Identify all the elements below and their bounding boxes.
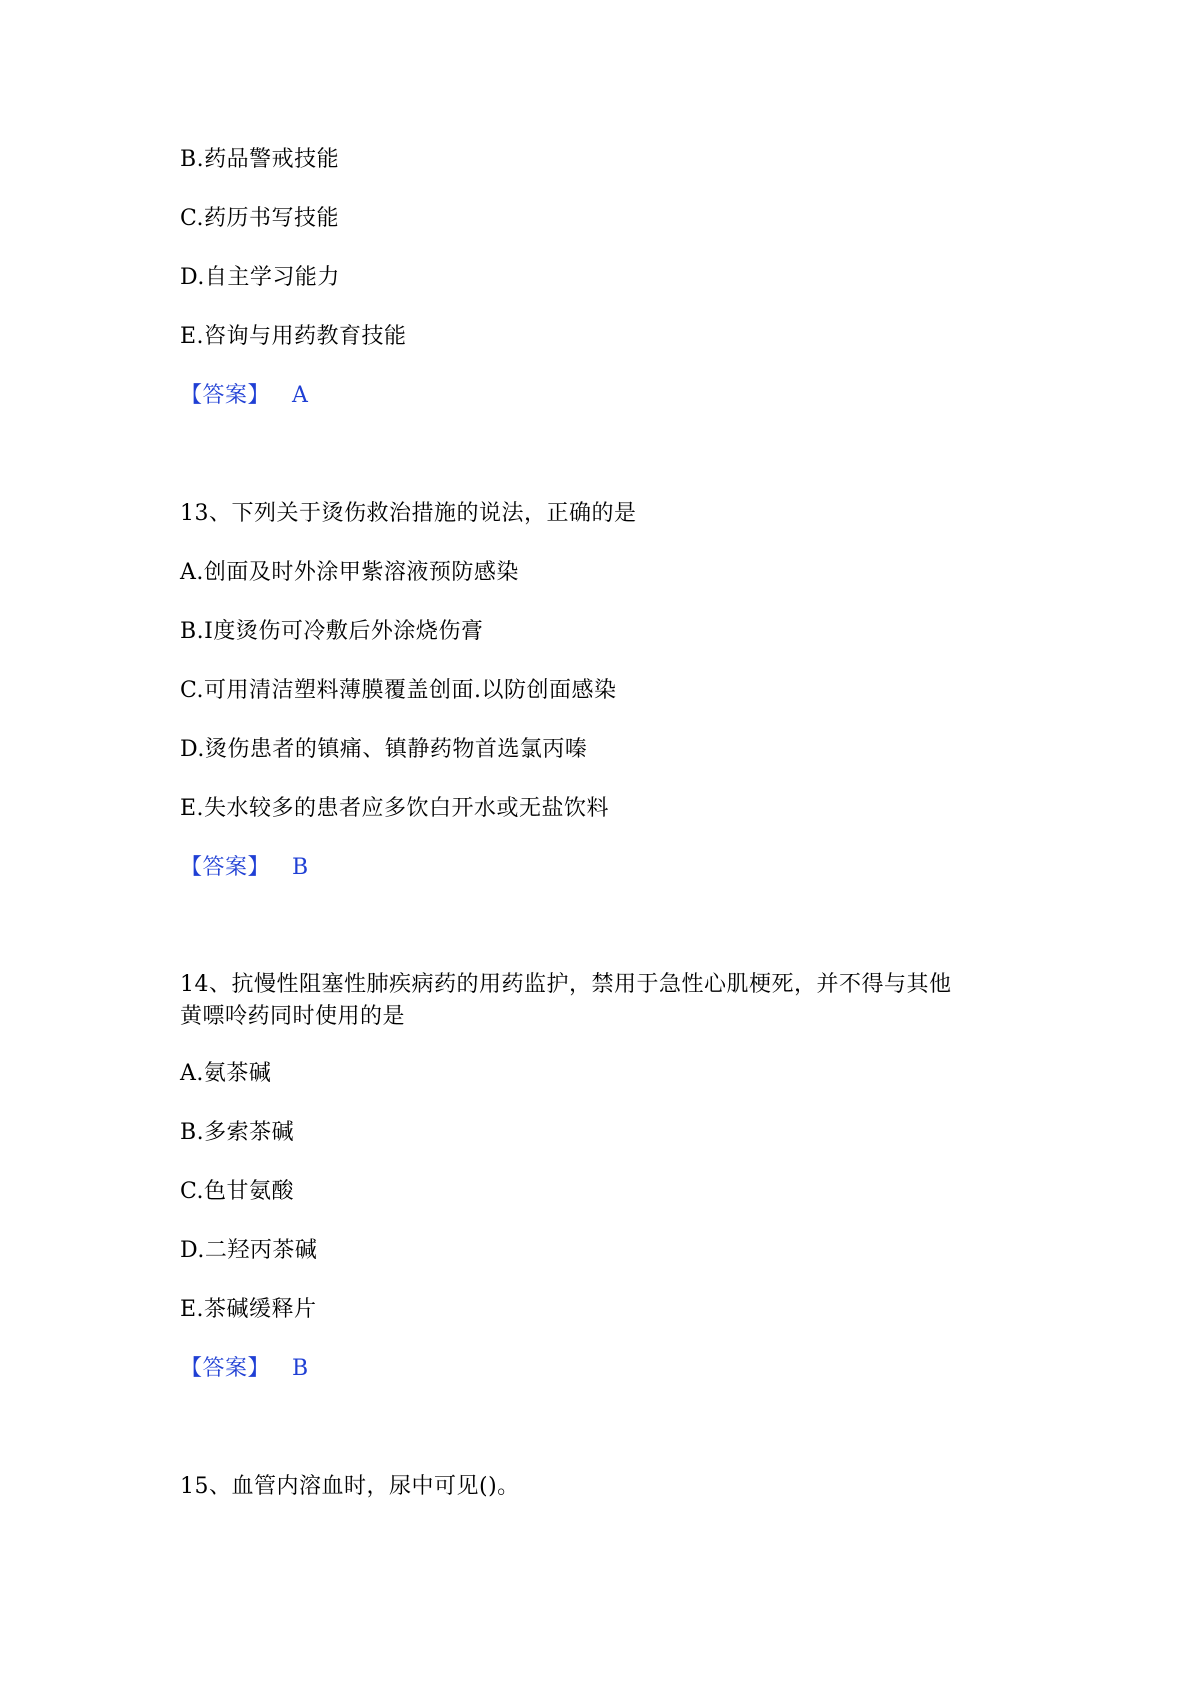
question-13-stem: 13、下列关于烫伤救治措施的说法，正确的是 xyxy=(180,501,637,526)
q14-option-c: C.色甘氨酸 xyxy=(180,1179,295,1204)
q13-option-b: B.I度烫伤可冷敷后外涂烧伤膏 xyxy=(180,619,484,644)
answer-line xyxy=(180,381,308,411)
q14-option-e: E.茶碱缓释片 xyxy=(180,1297,317,1322)
answer-label: 【答案】 xyxy=(180,1356,271,1381)
q14-option-d: D.二羟丙茶碱 xyxy=(180,1238,318,1263)
option-d: D.自主学习能力 xyxy=(180,265,340,290)
q14-option-a: A.氨茶碱 xyxy=(180,1061,272,1086)
q13-option-e: E.失水较多的患者应多饮白开水或无盐饮料 xyxy=(180,796,610,821)
q13-option-d: D.烫伤患者的镇痛、镇静药物首选氯丙嗪 xyxy=(180,737,588,762)
q14-answer-line xyxy=(180,1354,309,1384)
option-e: E.咨询与用药教育技能 xyxy=(180,324,407,349)
question-15-stem: 15、血管内溶血时，尿中可见()。 xyxy=(180,1474,520,1499)
answer-value: B xyxy=(292,1356,309,1381)
q13-option-a: A.创面及时外涂甲紫溶液预防感染 xyxy=(180,560,519,585)
option-b: B.药品警戒技能 xyxy=(180,147,340,172)
answer-label: 【答案】 xyxy=(180,383,271,408)
q13-option-c: C.可用清洁塑料薄膜覆盖创面.以防创面感染 xyxy=(180,678,617,703)
q14-option-b: B.多索茶碱 xyxy=(180,1120,295,1145)
answer-value: A xyxy=(292,383,309,408)
option-c: C.药历书写技能 xyxy=(180,206,340,231)
question-14-stem-line1: 14、抗慢性阻塞性肺疾病药的用药监护，禁用于急性心肌梗死，并不得与其他 xyxy=(180,972,952,997)
q13-answer-line xyxy=(180,853,309,883)
answer-value: B xyxy=(292,855,309,880)
answer-label: 【答案】 xyxy=(180,855,271,880)
question-14-stem-line2: 黄嘌呤药同时使用的是 xyxy=(180,1004,406,1029)
